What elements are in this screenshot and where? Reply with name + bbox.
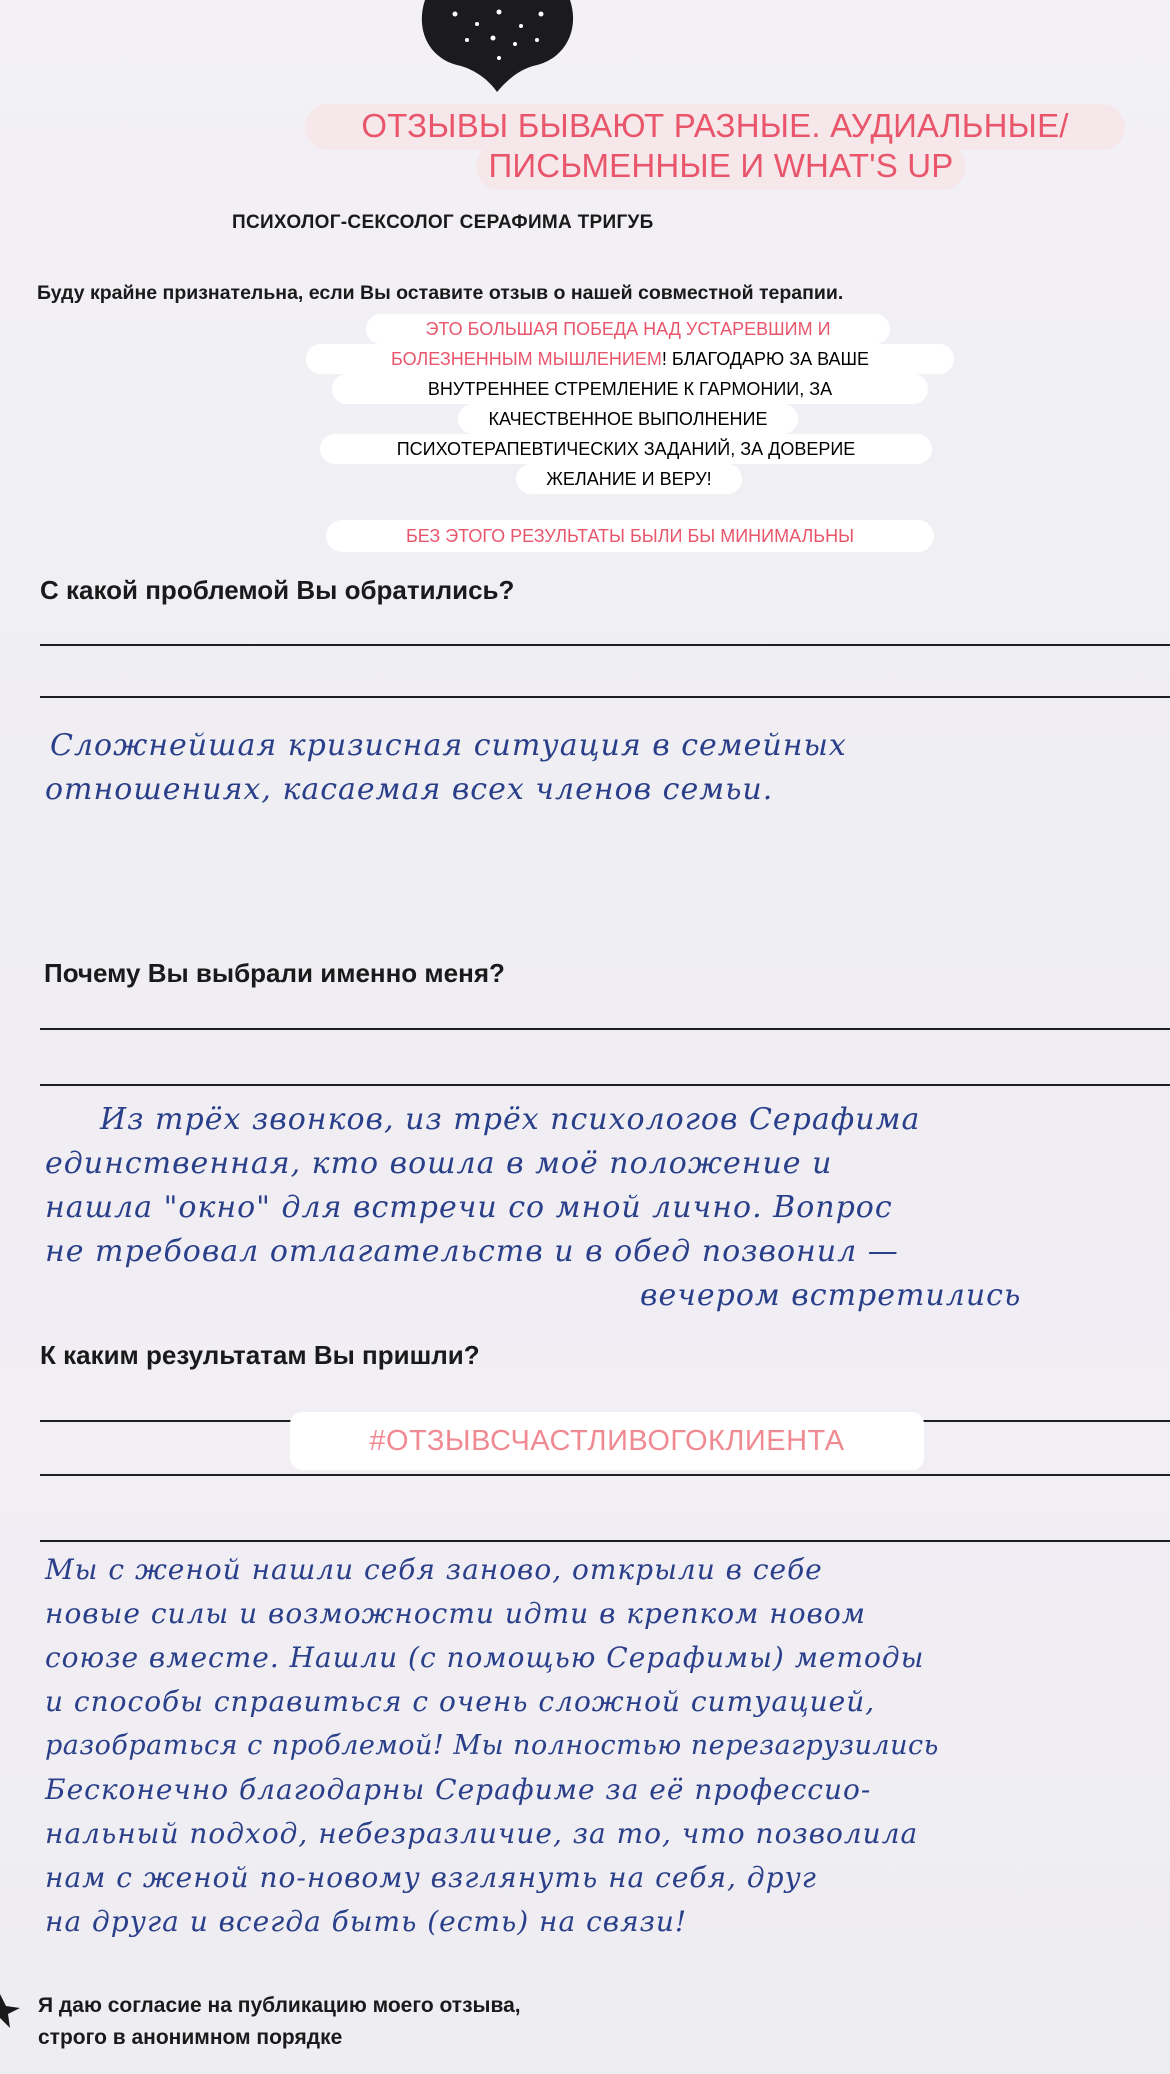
- hashtag-sticker: #ОТЗЫВСЧАСТЛИВОГОКЛИЕНТА: [290, 1412, 924, 1470]
- overlay-text-5: ПСИХОТЕРАПЕВТИЧЕСКИХ ЗАДАНИЙ, ЗА ДОВЕРИЕ: [396, 439, 856, 459]
- overlay-text-2-pink: БОЛЕЗНЕННЫМ МЫШЛЕНИЕМ: [391, 349, 662, 369]
- question-2: Почему Вы выбрали именно меня?: [44, 958, 505, 988]
- handwritten-answer-2-line-2: единственная, кто вошла в моё положение и: [45, 1146, 833, 1181]
- handwritten-answer-2-line-1: Из трёх звонков, из трёх психологов Серафима: [100, 1102, 921, 1137]
- handwritten-answer-3-line-2: новые силы и возможности идти в крепком новом: [45, 1597, 866, 1630]
- overlay-text-1: ЭТО БОЛЬШАЯ ПОБЕДА НАД УСТАРЕВШИМ И: [425, 319, 831, 339]
- question-3: К каким результатам Вы пришли?: [40, 1340, 480, 1370]
- title-line-2: ПИСЬМЕННЫЕ И WHAT'S UP: [476, 144, 966, 190]
- overlay-text-6: ЖЕЛАНИЕ И ВЕРУ!: [546, 469, 712, 489]
- overlay-line-4: [458, 404, 798, 434]
- answer-line: [40, 1084, 1170, 1086]
- answer-line: [40, 644, 1170, 646]
- review-request: Буду крайне признательна, если Вы оставите отзыв о нашей совместной терапии.: [37, 282, 844, 304]
- overlay-text-3: ВНУТРЕННЕЕ СТРЕМЛЕНИЕ К ГАРМОНИИ, ЗА: [427, 379, 833, 399]
- title-line-1: ОТЗЫВЫ БЫВАЮТ РАЗНЫЕ. АУДИАЛЬНЫЕ/: [305, 104, 1125, 150]
- overlay-line-7: [326, 520, 934, 552]
- handwritten-answer-1-line-2: отношениях, касаемая всех членов семьи.: [45, 772, 774, 807]
- handwritten-answer-3-line-1: Мы с женой нашли себя заново, открыли в себе: [45, 1553, 823, 1586]
- consent-line-1: Я даю согласие на публикацию моего отзыва,: [38, 1994, 521, 2017]
- overlay-text-7: БЕЗ ЭТОГО РЕЗУЛЬТАТЫ БЫЛИ БЫ МИНИМАЛЬНЫ: [405, 526, 855, 546]
- overlay-line-5: [320, 434, 932, 464]
- answer-line: [40, 1474, 1170, 1476]
- consent-line-2: строго в анонимном порядке: [38, 2026, 343, 2049]
- handwritten-answer-3-line-4: и способы справиться с очень сложной ситуацией,: [45, 1685, 876, 1718]
- answer-line: [40, 1540, 1170, 1542]
- handwritten-answer-3-line-6: Бесконечно благодарны Серафиме за её профессио-: [45, 1773, 872, 1806]
- overlay-text-4: КАЧЕСТВЕННОЕ ВЫПОЛНЕНИЕ: [488, 409, 768, 429]
- handwritten-answer-3-line-8: нам с женой по-новому взглянуть на себя, друг: [45, 1861, 817, 1894]
- handwritten-answer-1-line-1: Сложнейшая кризисная ситуация в семейных: [50, 728, 847, 763]
- handwritten-answer-3-line-5: разобраться с проблемой! Мы полностью перезагрузились: [45, 1730, 939, 1761]
- overlay-line-6: [516, 464, 742, 494]
- handwritten-answer-2-line-3: нашла "окно" для встречи со мной лично. Вопрос: [45, 1190, 893, 1225]
- star-icon: [0, 1990, 22, 2030]
- handwritten-answer-2-line-5: вечером встретились: [640, 1278, 1022, 1313]
- brain-icon: [415, 0, 580, 92]
- overlay-line-3: [332, 374, 928, 404]
- handwritten-answer-2-line-4: не требовал отлагательств и в обед позвонил —: [45, 1234, 899, 1269]
- answer-line: [40, 696, 1170, 698]
- author-line: ПСИХОЛОГ-СЕКСОЛОГ СЕРАФИМА ТРИГУБ: [232, 212, 654, 233]
- overlay-line-1: [366, 314, 890, 344]
- overlay-text-2-black: ! БЛАГОДАРЮ ЗА ВАШЕ: [661, 349, 869, 369]
- question-1: С какой проблемой Вы обратились?: [40, 575, 515, 605]
- handwritten-answer-3-line-9: на друга и всегда быть (есть) на связи!: [45, 1905, 688, 1938]
- overlay-line-2: [306, 344, 954, 374]
- handwritten-answer-3-line-7: нальный подход, небезразличие, за то, что позволила: [45, 1817, 919, 1850]
- handwritten-answer-3-line-3: союзе вместе. Нашли (с помощью Серафимы) методы: [45, 1641, 925, 1674]
- answer-line: [40, 1028, 1170, 1030]
